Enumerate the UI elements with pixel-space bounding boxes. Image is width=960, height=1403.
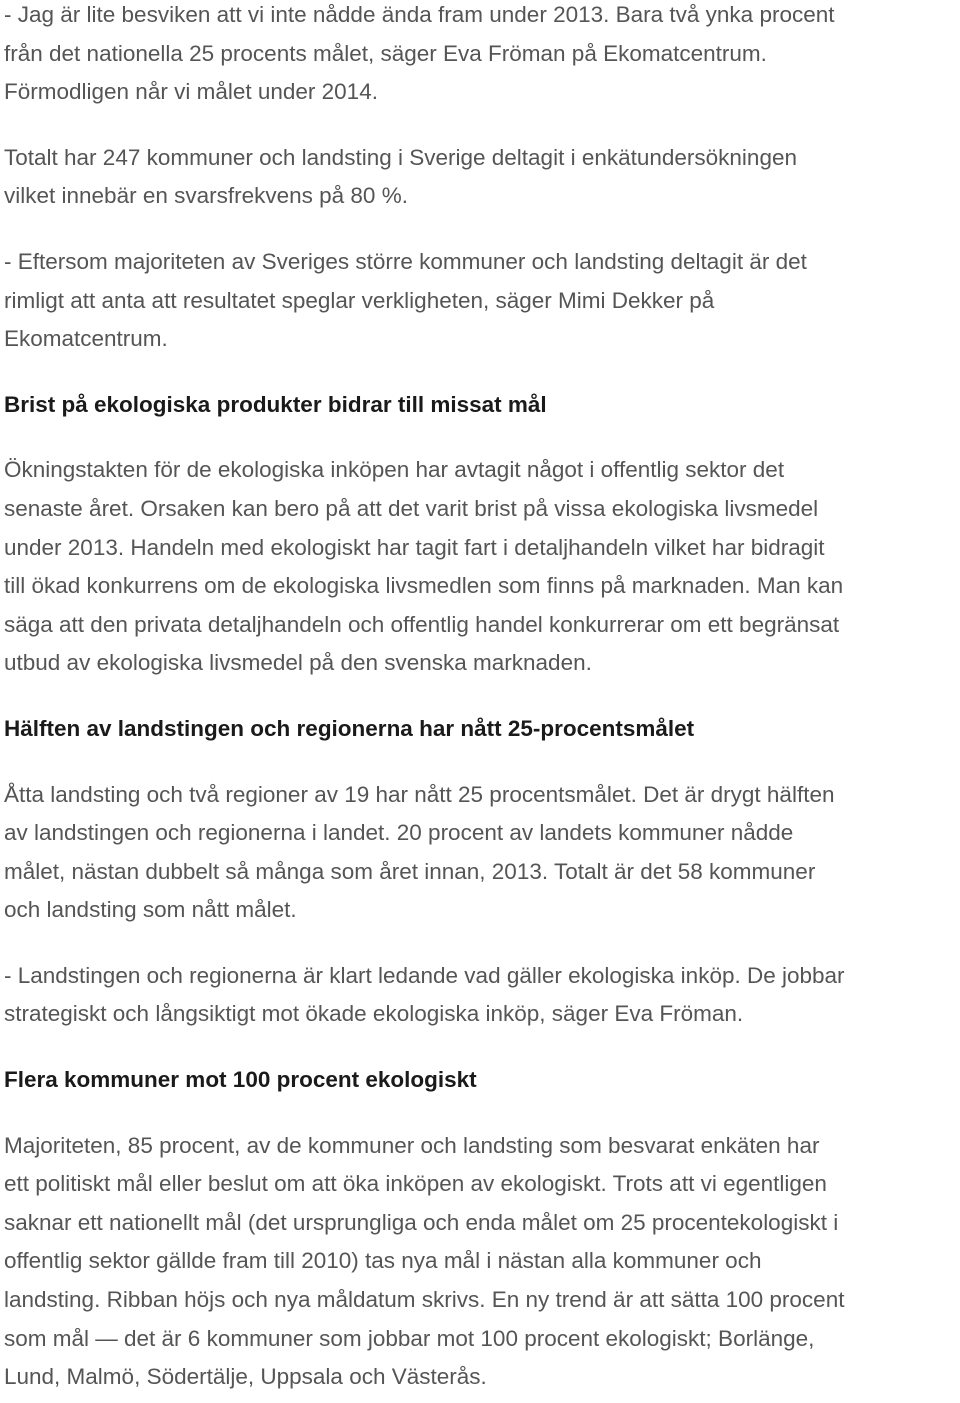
- text-line: rimligt att anta att resultatet speglar verkligheten, säger Mimi Dekker på: [4, 287, 715, 313]
- paragraph-majoriteten: [4, 1127, 960, 1397]
- text-line: Ökningstakten för de ekologiska inköpen har avtagit något i offentlig sektor det: [4, 457, 785, 483]
- text-line: säga att den privata detaljhandeln och offentlig handel konkurrerar om ett begränsat: [4, 611, 840, 637]
- text-line: vilket innebär en svarsfrekvens på 80 %.: [4, 183, 408, 209]
- section-heading-halften: Hälften av landstingen och regionerna har nått 25-procentsmålet: [4, 715, 695, 741]
- text-line: - Jag är lite besviken att vi inte nådde ända fram under 2013. Bara två ynka procent: [4, 2, 835, 27]
- paragraph-quote-dekker: [4, 243, 960, 359]
- text-line: och landsting som nått målet.: [4, 897, 297, 923]
- text-line: målet, nästan dubbelt så många som året innan, 2013. Totalt är det 58 kommuner: [4, 858, 816, 884]
- text-line: Majoriteten, 85 procent, av de kommuner och landsting som besvarat enkäten har: [4, 1132, 820, 1158]
- paragraph-quote-froman: [4, 0, 960, 112]
- text-line: - Eftersom majoriteten av Sveriges större kommuner och landsting deltagit är det: [4, 248, 807, 274]
- text-line: utbud av ekologiska livsmedel på den svenska marknaden.: [4, 650, 592, 676]
- text-line: under 2013. Handeln med ekologiskt har tagit fart i detaljhandeln vilket har bidragit: [4, 534, 825, 560]
- text-line: ett politiskt mål eller beslut om att öka inköpen av ekologiskt. Trots att vi egentligen: [4, 1171, 827, 1197]
- text-line: Ekomatcentrum.: [4, 326, 168, 352]
- text-line: från det nationella 25 procents målet, säger Eva Fröman på Ekomatcentrum.: [4, 40, 767, 66]
- text-line: offentlig sektor gällde fram till 2010) tas nya mål i nästan alla kommuner och: [4, 1248, 762, 1274]
- article-body: [4, 0, 960, 1397]
- text-line: landsting. Ribban höjs och nya måldatum skrivs. En ny trend är att sätta 100 procent: [4, 1287, 845, 1313]
- paragraph-quote-landstingen: [4, 957, 960, 1034]
- text-line: till ökad konkurrens om de ekologiska livsmedlen som finns på marknaden. Man kan: [4, 573, 844, 599]
- text-line: som mål — det är 6 kommuner som jobbar mot 100 procent ekologiskt; Borlänge,: [4, 1325, 815, 1351]
- section-heading-flera: Flera kommuner mot 100 procent ekologiskt: [4, 1067, 477, 1093]
- section-heading-brist: Brist på ekologiska produkter bidrar till missat mål: [4, 391, 547, 417]
- text-line: Åtta landsting och två regioner av 19 har nått 25 procentsmålet. Det är drygt hälften: [4, 781, 835, 807]
- text-line: av landstingen och regionerna i landet. 20 procent av landets kommuner nådde: [4, 820, 794, 846]
- text-line: Totalt har 247 kommuner och landsting i Sverige deltagit i enkätundersökningen: [4, 144, 797, 170]
- text-line: senaste året. Orsaken kan bero på att det varit brist på vissa ekologiska livsmedel: [4, 495, 819, 521]
- paragraph-landsting: [4, 776, 960, 930]
- text-line: Förmodligen når vi målet under 2014.: [4, 79, 378, 105]
- text-line: Lund, Malmö, Södertälje, Uppsala och Västerås.: [4, 1364, 487, 1390]
- text-line: - Landstingen och regionerna är klart ledande vad gäller ekologiska inköp. De jobbar: [4, 962, 845, 988]
- text-line: saknar ett nationellt mål (det ursprungliga och enda målet om 25 procentekologiskt i: [4, 1209, 839, 1235]
- text-line: strategiskt och långsiktigt mot ökade ekologiska inköp, säger Eva Fröman.: [4, 1001, 744, 1027]
- paragraph-survey-total: [4, 139, 960, 216]
- paragraph-brist: [4, 451, 960, 683]
